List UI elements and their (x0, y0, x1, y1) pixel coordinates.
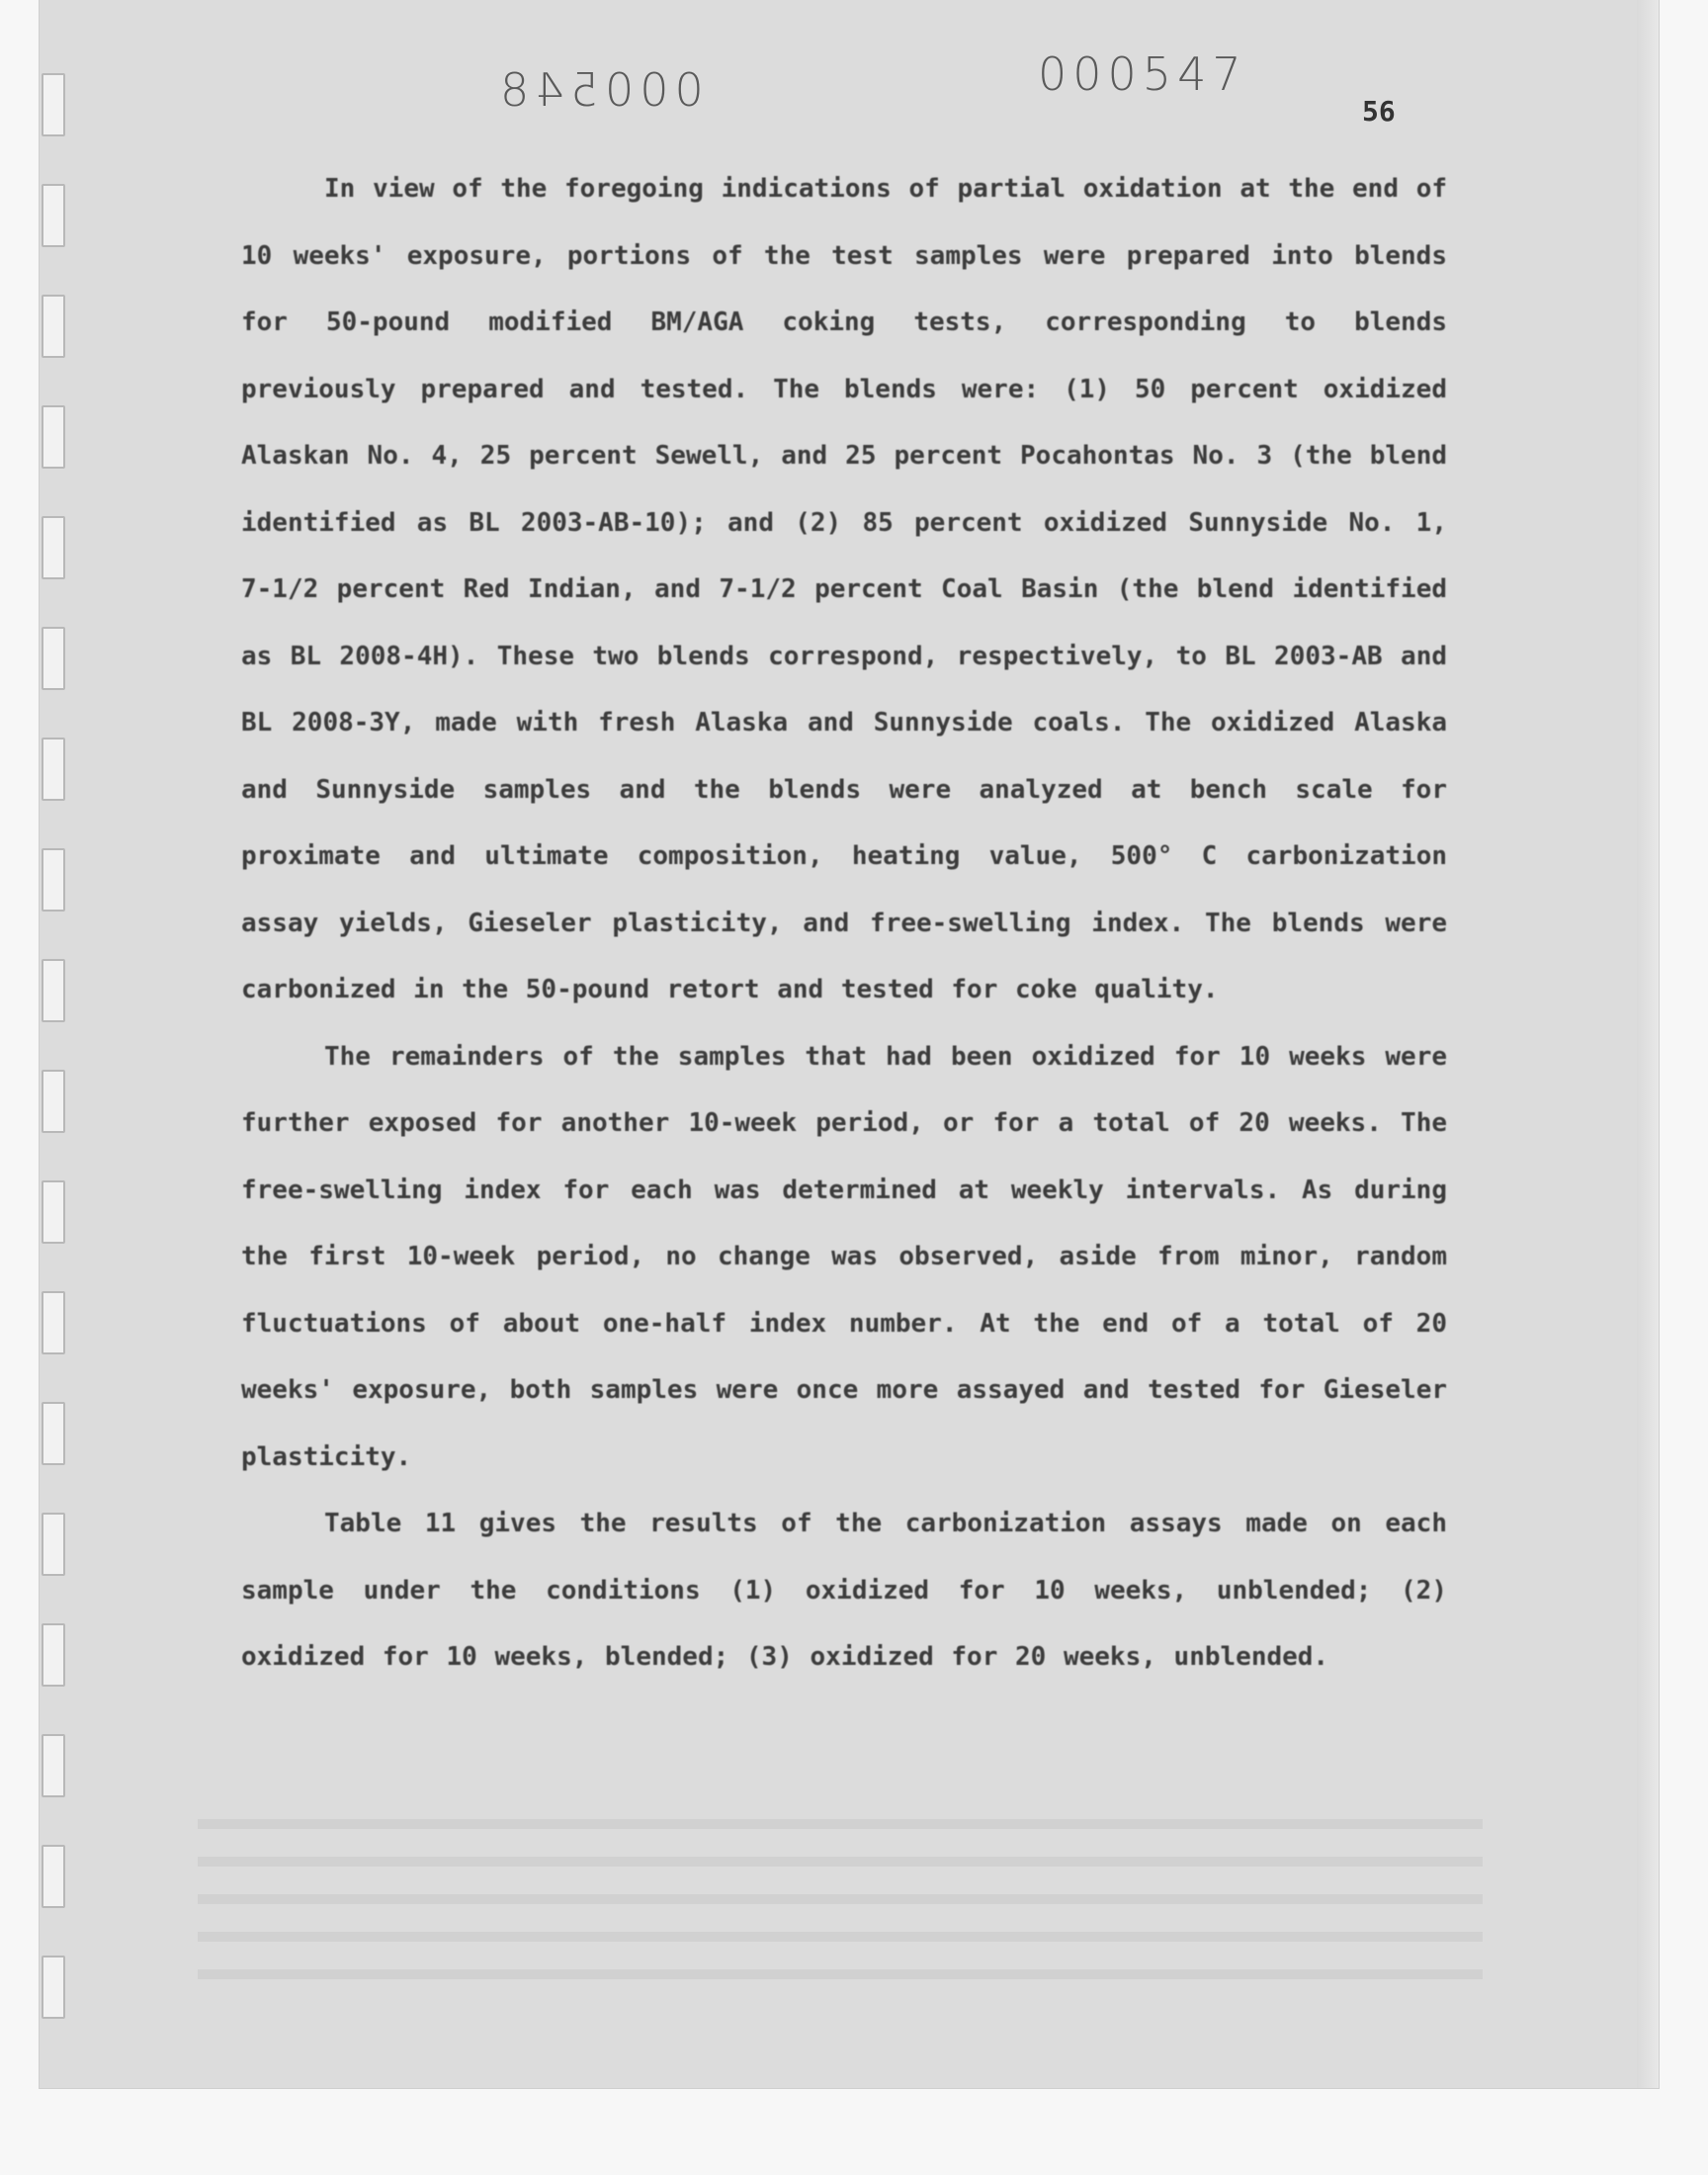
perforation-hole (42, 848, 65, 912)
perforation-hole (42, 1291, 65, 1354)
perforation-hole (42, 405, 65, 469)
body-text (241, 156, 1447, 1692)
paragraph: The remainders of the samples that had been oxidized for 10 weeks were further exposed for another 10-week period, or for a total of 20 weeks. The free-swelling index for each was determined at weekly intervals. As during the first 10-week period, no change was observed, aside from minor, random fluctuations of about one-half index number. At the end of a total of 20 weeks' exposure, both samples were once more assayed and tested for Gieseler plasticity. (241, 1041, 1447, 1472)
perforation-hole (42, 1623, 65, 1687)
perforation-hole (42, 1513, 65, 1576)
mirrored-bleedthrough-number: 000548 (494, 63, 704, 117)
paragraph: In view of the foregoing indications of partial oxidation at the end of 10 weeks' exposure, portions of the test samples were prepared into blends for 50-pound modified BM/AGA coking tests, corresponding to blends previously prepared and tested. The blends were: (1) 50 percent oxidized Alaskan No. 4, 25 percent Sewell, and 25 percent Pocahontas No. 3 (the blend identified as BL 2003-AB-10); and (2) 85 percent oxidized Sunnyside No. 1, 7-1/2 percent Red Indian, and 7-1/2 percent Coal Basin (the blend identified as BL 2008-4H). These two blends correspond, respectively, to BL 2003-AB and BL 2008-3Y, made with fresh Alaska and Sunnyside coals. The oxidized Alaska and Sunnyside samples and the blends were analyzed at bench scale for proximate and ultimate composition, heating value, 500° C carbonization assay yields, Gieseler plasticity, and free-swelling index. The blends were carbonized in the 50-pound retort and tested for coke quality. (241, 174, 1447, 1004)
perforation-hole (42, 516, 65, 579)
bleedthrough-shadow (198, 1819, 1483, 1987)
page-number: 56 (1362, 95, 1396, 128)
perforation-strip (42, 73, 67, 2031)
document-number: 000547 (1038, 47, 1247, 101)
perforation-hole (42, 1402, 65, 1465)
perforation-hole (42, 627, 65, 690)
perforation-hole (42, 1734, 65, 1797)
perforation-hole (42, 1956, 65, 2019)
perforation-hole (42, 959, 65, 1022)
perforation-hole (42, 1070, 65, 1133)
perforation-hole (42, 738, 65, 801)
paragraph: Table 11 gives the results of the carbonization assays made on each sample under the conditions (1) oxidized for 10 weeks, unblended; (2) oxidized for 10 weeks, blended; (3) oxidized for 20 weeks, unblended. (241, 1509, 1447, 1672)
perforation-hole (42, 1845, 65, 1908)
perforation-hole (42, 1180, 65, 1244)
perforation-hole (42, 73, 65, 136)
perforation-hole (42, 184, 65, 247)
perforation-hole (42, 295, 65, 358)
